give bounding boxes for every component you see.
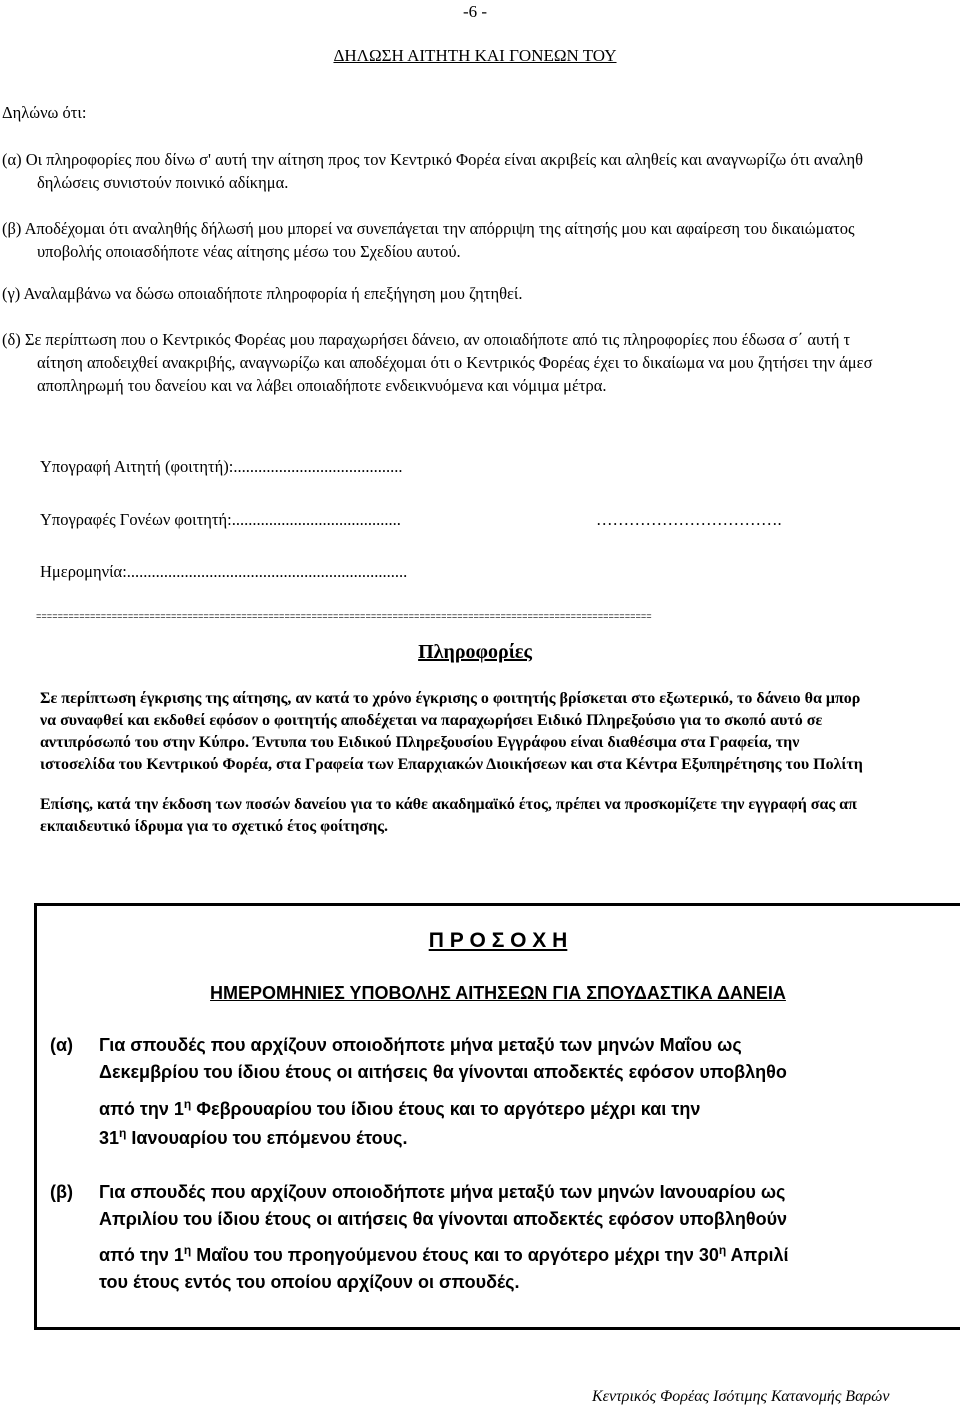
info-p1-line2: να συναφθεί και εκδοθεί εφόσον ο φοιτητής αποδέχεται να παραχωρήσει Ειδικό Πληρεξούσιο για το σκοπό αυτό σε [40, 712, 823, 729]
notice-b-line3: από την $1^\eta$ Μαΐου του προηγούμενου έτους και το αργότερο μέχρι την $30^\eta$ Απριλί [99, 1243, 789, 1265]
clause-b-line2: υποβολής οποιασδήποτε νέας αίτησης μέσω του Σχεδίου αυτού. [37, 242, 461, 261]
clause-d-line2: αίτηση αποδειχθεί ανακριβής, αναγνωρίζω και αποδέχομαι ότι ο Κεντρικός Φορέας έχει το δικαίωμα να μου ζητήσει την άμεσ [37, 353, 873, 372]
intro-text: Δηλώνω ότι: [2, 103, 87, 122]
notice-subheading: ΗΜΕΡΟΜΗΝΙΕΣ ΥΠΟΒΟΛΗΣ ΑΙΤΗΣΕΩΝ ΓΙΑ ΣΠΟΥΔΑΣΤΙΚΑ ΔΑΝΕΙΑ [210, 983, 786, 1003]
clause-b-line1: (β) Αποδέχομαι ότι αναληθής δήλωσή μου μπορεί να συνεπάγεται την απόρριψη της αίτησής μου και αφαίρεση του δικαιώματος [2, 219, 855, 238]
separator-line: ================================================================================================================== [36, 612, 652, 622]
notice-a-line1: Για σπουδές που αρχίζουν οποιοδήποτε μήνα μεταξύ των μηνών Μαΐου ως [99, 1035, 742, 1055]
info-heading: Πληροφορίες [418, 641, 532, 663]
info-p2-line2: εκπαιδευτικό ίδρυμα για το σχετικό έτος φοίτησης. [40, 818, 389, 835]
clause-c-line1: (γ) Αναλαμβάνω να δώσω οποιαδήποτε πληροφορία ή επεξήγηση μου ζητηθεί. [2, 284, 523, 303]
page-title: ΔΗΛΩΣΗ ΑΙΤΗΤΗ ΚΑΙ ΓΟΝΕΩΝ ΤΟΥ [333, 46, 617, 65]
notice-a-line3: από την $1^\eta$ Φεβρουαρίου του ίδιου έτους και το αργότερο μέχρι και την [99, 1097, 701, 1119]
info-p1-line3: αντιπρόσωπό του στην Κύπρο. Έντυπα του Ειδικού Πληρεξουσίου Εγγράφου είναι διαθέσιμα στα Γραφεία, την [40, 734, 800, 751]
clause-d-line3: αποπληρωμή του δανείου και να λάβει οποιαδήποτε ενδεικνυόμενα και νόμιμα μέτρα. [37, 376, 607, 395]
notice-a-label: (α) [50, 1035, 74, 1055]
clause-a-line2: δηλώσεις συνιστούν ποινικό αδίκημα. [37, 173, 289, 192]
parents-signature-line: Υπογραφές Γονέων φοιτητή:......................................... [40, 510, 401, 529]
clause-a-line1: (α) Οι πληροφορίες που δίνω σ' αυτή την αίτηση προς τον Κεντρικό Φορέα είναι ακριβείς και αληθείς και αναγνωρίζω ότι αναληθ [2, 150, 863, 169]
info-p1-line1: Σε περίπτωση έγκρισης της αίτησης, αν κατά το χρόνο έγκρισης ο φοιτητής βρίσκεται στο εξωτερικό, το δάνειο θα μπορ [40, 690, 861, 707]
clause-d-line1: (δ) Σε περίπτωση που ο Κεντρικός Φορέας μου παραχωρήσει δάνειο, αν οποιαδήποτε από τις πληροφορίες που έδωσα σ΄ αυτή τ [2, 330, 851, 349]
footer-text: Κεντρικός Φορέας Ισότιμης Κατανομής Βαρών [592, 1388, 890, 1405]
applicant-signature-line: Υπογραφή Αιτητή (φοιτητή):......................................... [40, 457, 403, 476]
date-line: Ημερομηνία:.................................................................... [40, 562, 408, 581]
parents-signature-extra-line: ……………………………. [596, 510, 782, 529]
notice-b-line4: του έτους εντός του οποίου αρχίζουν οι σπουδές. [99, 1272, 520, 1292]
notice-heading: Π Ρ Ο Σ Ο Χ Η [428, 929, 568, 952]
notice-b-line2: Απριλίου του ίδιου έτους οι αιτήσεις θα γίνονται αποδεκτές εφόσον υποβληθούν [99, 1209, 788, 1229]
notice-a-line4: $31^\eta$ Ιανουαρίου του επόμενου έτους. [99, 1126, 408, 1148]
notice-b-label: (β) [50, 1182, 73, 1202]
notice-b-line1: Για σπουδές που αρχίζουν οποιοδήποτε μήνα μεταξύ των μηνών Ιανουαρίου ως [99, 1182, 786, 1202]
info-p1-line4: ιστοσελίδα του Κεντρικού Φορέα, στα Γραφεία των Επαρχιακών Διοικήσεων και στα Κέντρα Εξυπηρέτησης του Πολίτη [40, 756, 863, 773]
info-p2-line1: Επίσης, κατά την έκδοση των ποσών δανείου για το κάθε ακαδημαϊκό έτος, πρέπει να προσκομίζετε την εγγραφή σας απ [40, 796, 857, 813]
notice-a-line2: Δεκεμβρίου του ίδιου έτους οι αιτήσεις θα γίνονται αποδεκτές εφόσον υποβληθο [99, 1062, 787, 1082]
page-number: -6 - [462, 2, 488, 21]
